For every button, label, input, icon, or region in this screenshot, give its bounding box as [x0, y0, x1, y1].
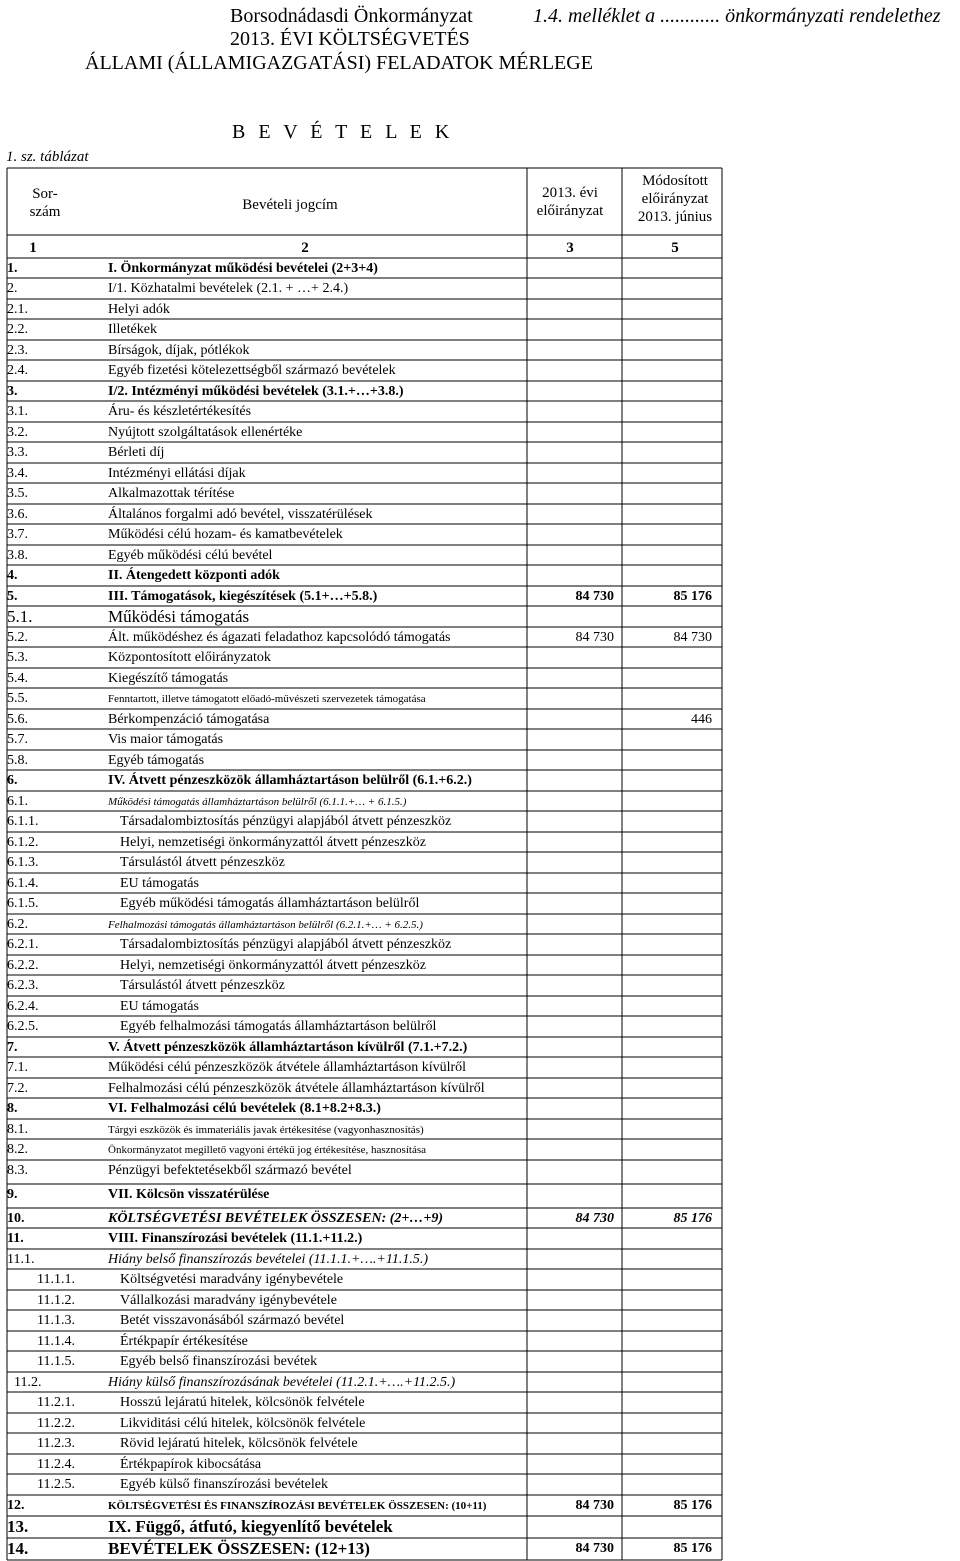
table-row: [0, 874, 960, 894]
row-label: Pénzügyi befektetésekből származó bevétel: [108, 1163, 352, 1178]
row-label: KÖLTSÉGVETÉSI ÉS FINANSZÍROZÁSI BEVÉTELEK ÖSSZESEN: (10+11): [108, 1500, 487, 1512]
table-row: [0, 894, 960, 914]
row-label: Egyéb fizetési kötelezettségből származó bevételek: [108, 363, 396, 378]
row-label: I. Önkormányzat működési bevételei (2+3+4): [108, 261, 378, 276]
table-row: [0, 361, 960, 381]
row-label: Költségvetési maradvány igénybevétele: [120, 1272, 344, 1287]
header-sorszam: Sor-szám: [29, 186, 61, 220]
table-row: [0, 1250, 960, 1270]
col-number-5: 5: [671, 240, 679, 256]
row-label: Hiány belső finanszírozás bevételei (11.1.1.+….+11.1.5.): [108, 1252, 428, 1267]
table-row: [0, 1291, 960, 1311]
row-number: 6.1.1.: [7, 814, 39, 829]
row-label: Illetékek: [108, 322, 157, 337]
table-row: [0, 915, 960, 935]
row-label: Felhalmozási támogatás államháztartáson belülről (6.2.1.+… + 6.2.5.): [108, 919, 423, 931]
col-number-2: 2: [301, 240, 309, 256]
table-row: [0, 1079, 960, 1099]
annex-reference: 1.4. melléklet a ............ önkormányzati rendelethez: [533, 5, 941, 27]
row-number: 11.1.: [7, 1252, 35, 1267]
row-label: Helyi adók: [108, 302, 170, 317]
table-number: 1. sz. táblázat: [6, 149, 89, 165]
table-row: [0, 382, 960, 402]
value-modositott: 85 176: [673, 589, 712, 604]
table-row: [0, 812, 960, 832]
row-number: 14.: [7, 1539, 29, 1558]
row-label: IV. Átvett pénzeszközök államháztartáson belülről (6.1.+6.2.): [108, 773, 472, 788]
row-label: Rövid lejáratú hitelek, kölcsönök felvétele: [120, 1436, 358, 1451]
row-number: 3.6.: [7, 507, 28, 522]
table-row: [0, 505, 960, 525]
budget-title: 2013. ÉVI KÖLTSÉGVETÉS: [230, 28, 470, 50]
value-modositott: 446: [691, 712, 712, 727]
header-modositott: Módosított előirányzat 2013. június: [637, 173, 713, 225]
value-eloiranyzat: 84 730: [575, 630, 614, 645]
row-number: 6.1.3.: [7, 855, 39, 870]
row-number: 10.: [7, 1211, 25, 1226]
row-number: 11.2.2.: [37, 1416, 75, 1431]
row-number: 11.1.5.: [37, 1354, 75, 1369]
row-number: 2.3.: [7, 343, 28, 358]
row-number: 2.4.: [7, 363, 28, 378]
row-label: Vis maior támogatás: [108, 732, 224, 747]
row-label: Működési célú pénzeszközök átvétele államháztartáson kívülről: [108, 1060, 467, 1075]
row-number: 11.2.: [14, 1375, 42, 1390]
row-number: 3.5.: [7, 486, 28, 501]
row-label: Egyéb külső finanszírozási bevételek: [120, 1477, 328, 1492]
row-number: 3.1.: [7, 404, 28, 419]
row-label: Értékpapír értékesítése: [120, 1334, 248, 1349]
row-label: Egyéb működési célú bevétel: [108, 548, 273, 563]
table-row: [0, 1332, 960, 1352]
row-label: VII. Kölcsön visszatérülése: [108, 1187, 270, 1202]
row-number: 3.: [7, 384, 18, 399]
table-row: [0, 1099, 960, 1119]
value-modositott: 85 176: [673, 1211, 712, 1226]
row-number: 8.2.: [7, 1142, 28, 1157]
table-row: [0, 1352, 960, 1372]
row-number: 7.2.: [7, 1081, 28, 1096]
row-number: 11.: [7, 1231, 24, 1246]
row-label: V. Átvett pénzeszközök államháztartáson kívülről (7.1.+7.2.): [108, 1040, 468, 1055]
table-row: [0, 771, 960, 791]
row-number: 6.1.2.: [7, 835, 39, 850]
table-row: [0, 1455, 960, 1475]
row-number: 1.: [7, 261, 18, 276]
row-label: IX. Függő, átfutó, kiegyenlítő bevételek: [108, 1517, 393, 1536]
row-label: Áru- és készletértékesítés: [108, 404, 252, 419]
table-row: [0, 566, 960, 586]
row-label: EU támogatás: [120, 876, 199, 891]
value-modositott: 84 730: [673, 630, 712, 645]
table-row: [0, 956, 960, 976]
table-row: [0, 1185, 960, 1205]
row-number: 7.: [7, 1040, 18, 1055]
row-number: 3.2.: [7, 425, 28, 440]
table-row: [0, 1539, 960, 1559]
row-number: 3.4.: [7, 466, 28, 481]
table-row: [0, 300, 960, 320]
row-label: Társulástól átvett pénzeszköz: [120, 978, 285, 993]
row-number: 12.: [7, 1498, 25, 1513]
value-modositott: 85 176: [673, 1498, 712, 1513]
table-row: [0, 464, 960, 484]
row-label: I/1. Közhatalmi bevételek (2.1. + …+ 2.4.): [108, 281, 349, 296]
col-number-1: 1: [29, 240, 37, 256]
row-label: I/2. Intézményi működési bevételek (3.1.+…+3.8.): [108, 384, 404, 399]
row-label: Betét visszavonásából származó bevétel: [120, 1313, 345, 1328]
row-number: 5.4.: [7, 671, 28, 686]
row-number: 6.2.4.: [7, 999, 39, 1014]
table-row: [0, 1393, 960, 1413]
table-row: [0, 1209, 960, 1229]
row-label: Működési célú hozam- és kamatbevételek: [108, 527, 343, 542]
table-row: [0, 853, 960, 873]
row-number: 11.1.1.: [37, 1272, 75, 1287]
row-label: Értékpapírok kibocsátása: [120, 1457, 262, 1472]
table-row: [0, 1140, 960, 1160]
row-number: 11.2.4.: [37, 1457, 75, 1472]
row-number: 5.8.: [7, 753, 28, 768]
row-number: 11.1.3.: [37, 1313, 75, 1328]
table-row: [0, 689, 960, 709]
row-number: 5.2.: [7, 630, 28, 645]
row-label: Fenntartott, illetve támogatott előadó-művészeti szervezetek támogatása: [108, 693, 426, 705]
row-label: Bérleti díj: [108, 445, 165, 460]
row-number: 5.: [7, 589, 18, 604]
table-row: [0, 546, 960, 566]
table-row: [0, 1058, 960, 1078]
row-label: Működési támogatás államháztartáson belülről (6.1.1.+… + 6.1.5.): [108, 796, 407, 808]
table-row: [0, 423, 960, 443]
row-number: 6.1.: [7, 794, 28, 809]
table-row: [0, 997, 960, 1017]
row-number: 5.6.: [7, 712, 28, 727]
row-number: 2.: [7, 281, 18, 296]
row-number: 11.2.5.: [37, 1477, 75, 1492]
row-label: Intézményi ellátási díjak: [108, 466, 246, 481]
table-row: [0, 792, 960, 812]
row-number: 6.: [7, 773, 18, 788]
row-number: 7.1.: [7, 1060, 28, 1075]
value-eloiranyzat: 84 730: [575, 1541, 614, 1556]
table-row: [0, 1161, 960, 1181]
row-label: Helyi, nemzetiségi önkormányzattól átvett pénzeszköz: [120, 835, 426, 850]
table-row: [0, 628, 960, 648]
row-number: 11.1.4.: [37, 1334, 75, 1349]
row-number: 3.7.: [7, 527, 28, 542]
row-number: 13.: [7, 1517, 29, 1536]
table-row: [0, 1475, 960, 1495]
table-row: [0, 1229, 960, 1249]
table-row: [0, 587, 960, 607]
row-label: KÖLTSÉGVETÉSI BEVÉTELEK ÖSSZESEN: (2+…+9): [108, 1211, 444, 1226]
row-number: 9.: [7, 1187, 18, 1202]
row-label: Helyi, nemzetiségi önkormányzattól átvett pénzeszköz: [120, 958, 426, 973]
row-number: 4.: [7, 568, 18, 583]
row-label: Vállalkozási maradvány igénybevétele: [120, 1293, 337, 1308]
table-row: [0, 607, 960, 627]
row-number: 6.1.4.: [7, 876, 39, 891]
row-number: 6.2.1.: [7, 937, 39, 952]
row-label: Társadalombiztosítás pénzügyi alapjából átvett pénzeszköz: [120, 937, 452, 952]
municipality-title: Borsodnádasdi Önkormányzat: [230, 5, 473, 27]
value-modositott: 85 176: [673, 1541, 712, 1556]
row-number: 3.8.: [7, 548, 28, 563]
table-row: [0, 279, 960, 299]
table-row: [0, 751, 960, 771]
row-number: 8.1.: [7, 1122, 28, 1137]
value-eloiranyzat: 84 730: [575, 589, 614, 604]
row-label: Bérkompenzáció támogatása: [108, 712, 270, 727]
row-label: Egyéb támogatás: [108, 753, 205, 768]
table-row: [0, 1414, 960, 1434]
row-label: VIII. Finanszírozási bevételek (11.1.+11.2.): [108, 1231, 363, 1246]
row-label: EU támogatás: [120, 999, 199, 1014]
table-row: [0, 1496, 960, 1516]
row-number: 8.: [7, 1101, 18, 1116]
table-row: [0, 443, 960, 463]
row-number: 5.1.: [7, 607, 33, 626]
table-row: [0, 669, 960, 689]
row-label: Felhalmozási célú pénzeszközök átvétele államháztartáson kívülről: [108, 1081, 485, 1096]
row-label: Likviditási célú hitelek, kölcsönök felvétele: [120, 1416, 366, 1431]
row-label: Hiány külső finanszírozásának bevételei (11.2.1.+….+11.2.5.): [108, 1375, 456, 1390]
header-jogcim: Bevételi jogcím: [242, 197, 338, 213]
row-label: BEVÉTELEK ÖSSZESEN: (12+13): [108, 1539, 370, 1558]
row-label: Önkormányzatot megillető vagyoni értékű jog értékesítése, hasznosítása: [108, 1144, 426, 1156]
table-row: [0, 976, 960, 996]
row-label: Bírságok, díjak, pótlékok: [108, 343, 250, 358]
table-row: [0, 259, 960, 279]
row-number: 2.2.: [7, 322, 28, 337]
table-row: [0, 1017, 960, 1037]
row-label: Egyéb működési támogatás államháztartáson belülről: [120, 896, 420, 911]
table-row: [0, 1120, 960, 1140]
row-label: Kiegészítő támogatás: [108, 671, 229, 686]
row-number: 8.3.: [7, 1163, 28, 1178]
row-number: 6.2.: [7, 917, 28, 932]
row-label: VI. Felhalmozási célú bevételek (8.1+8.2+8.3.): [108, 1101, 381, 1116]
table-row: [0, 648, 960, 668]
row-number: 3.3.: [7, 445, 28, 460]
table-row: [0, 525, 960, 545]
table-row: [0, 1038, 960, 1058]
table-row: [0, 1434, 960, 1454]
row-number: 2.1.: [7, 302, 28, 317]
row-label: Tárgyi eszközök és immateriális javak értékesítése (vagyonhasznosítás): [108, 1124, 424, 1136]
table-row: [0, 320, 960, 340]
table-row: [0, 730, 960, 750]
table-row: [0, 1311, 960, 1331]
row-label: Társadalombiztosítás pénzügyi alapjából átvett pénzeszköz: [120, 814, 452, 829]
row-label: Ált. működéshez és ágazati feladathoz kapcsolódó támogatás: [108, 630, 451, 645]
row-number: 11.1.2.: [37, 1293, 75, 1308]
table-row: [0, 1270, 960, 1290]
row-label: Nyújtott szolgáltatások ellenértéke: [108, 425, 303, 440]
row-label: III. Támogatások, kiegészítések (5.1+…+5.8.): [108, 589, 378, 604]
row-label: Központosított előirányzatok: [108, 650, 271, 665]
table-row: [0, 484, 960, 504]
row-label: Alkalmazottak térítése: [108, 486, 235, 501]
row-number: 6.2.5.: [7, 1019, 39, 1034]
table-row: [0, 935, 960, 955]
row-number: 6.2.2.: [7, 958, 39, 973]
table-row: [0, 1373, 960, 1393]
value-eloiranyzat: 84 730: [575, 1211, 614, 1226]
row-label: Egyéb belső finanszírozási bevétek: [120, 1354, 318, 1369]
row-number: 6.2.3.: [7, 978, 39, 993]
row-label: Egyéb felhalmozási támogatás államháztartáson belülről: [120, 1019, 437, 1034]
table-row: [0, 710, 960, 730]
table-row: [0, 341, 960, 361]
table-row: [0, 833, 960, 853]
table-row: [0, 402, 960, 422]
row-label: Működési támogatás: [108, 607, 250, 626]
row-number: 5.3.: [7, 650, 28, 665]
row-label: Általános forgalmi adó bevétel, visszatérülések: [108, 507, 373, 522]
balance-title: ÁLLAMI (ÁLLAMIGAZGATÁSI) FELADATOK MÉRLEGE: [85, 52, 593, 74]
col-number-3: 3: [566, 240, 574, 256]
row-label: Hosszú lejáratú hitelek, kölcsönök felvétele: [120, 1395, 365, 1410]
header-eloiranyzat: 2013. évi előirányzat: [536, 185, 604, 219]
row-label: II. Átengedett központi adók: [108, 568, 280, 583]
value-eloiranyzat: 84 730: [575, 1498, 614, 1513]
row-number: 5.5.: [7, 691, 28, 706]
row-number: 5.7.: [7, 732, 28, 747]
section-title: B E V É T E L E K: [232, 121, 454, 143]
row-label: Társulástól átvett pénzeszköz: [120, 855, 285, 870]
row-number: 11.2.3.: [37, 1436, 75, 1451]
table-row: [0, 1517, 960, 1537]
row-number: 11.2.1.: [37, 1395, 75, 1410]
row-number: 6.1.5.: [7, 896, 39, 911]
